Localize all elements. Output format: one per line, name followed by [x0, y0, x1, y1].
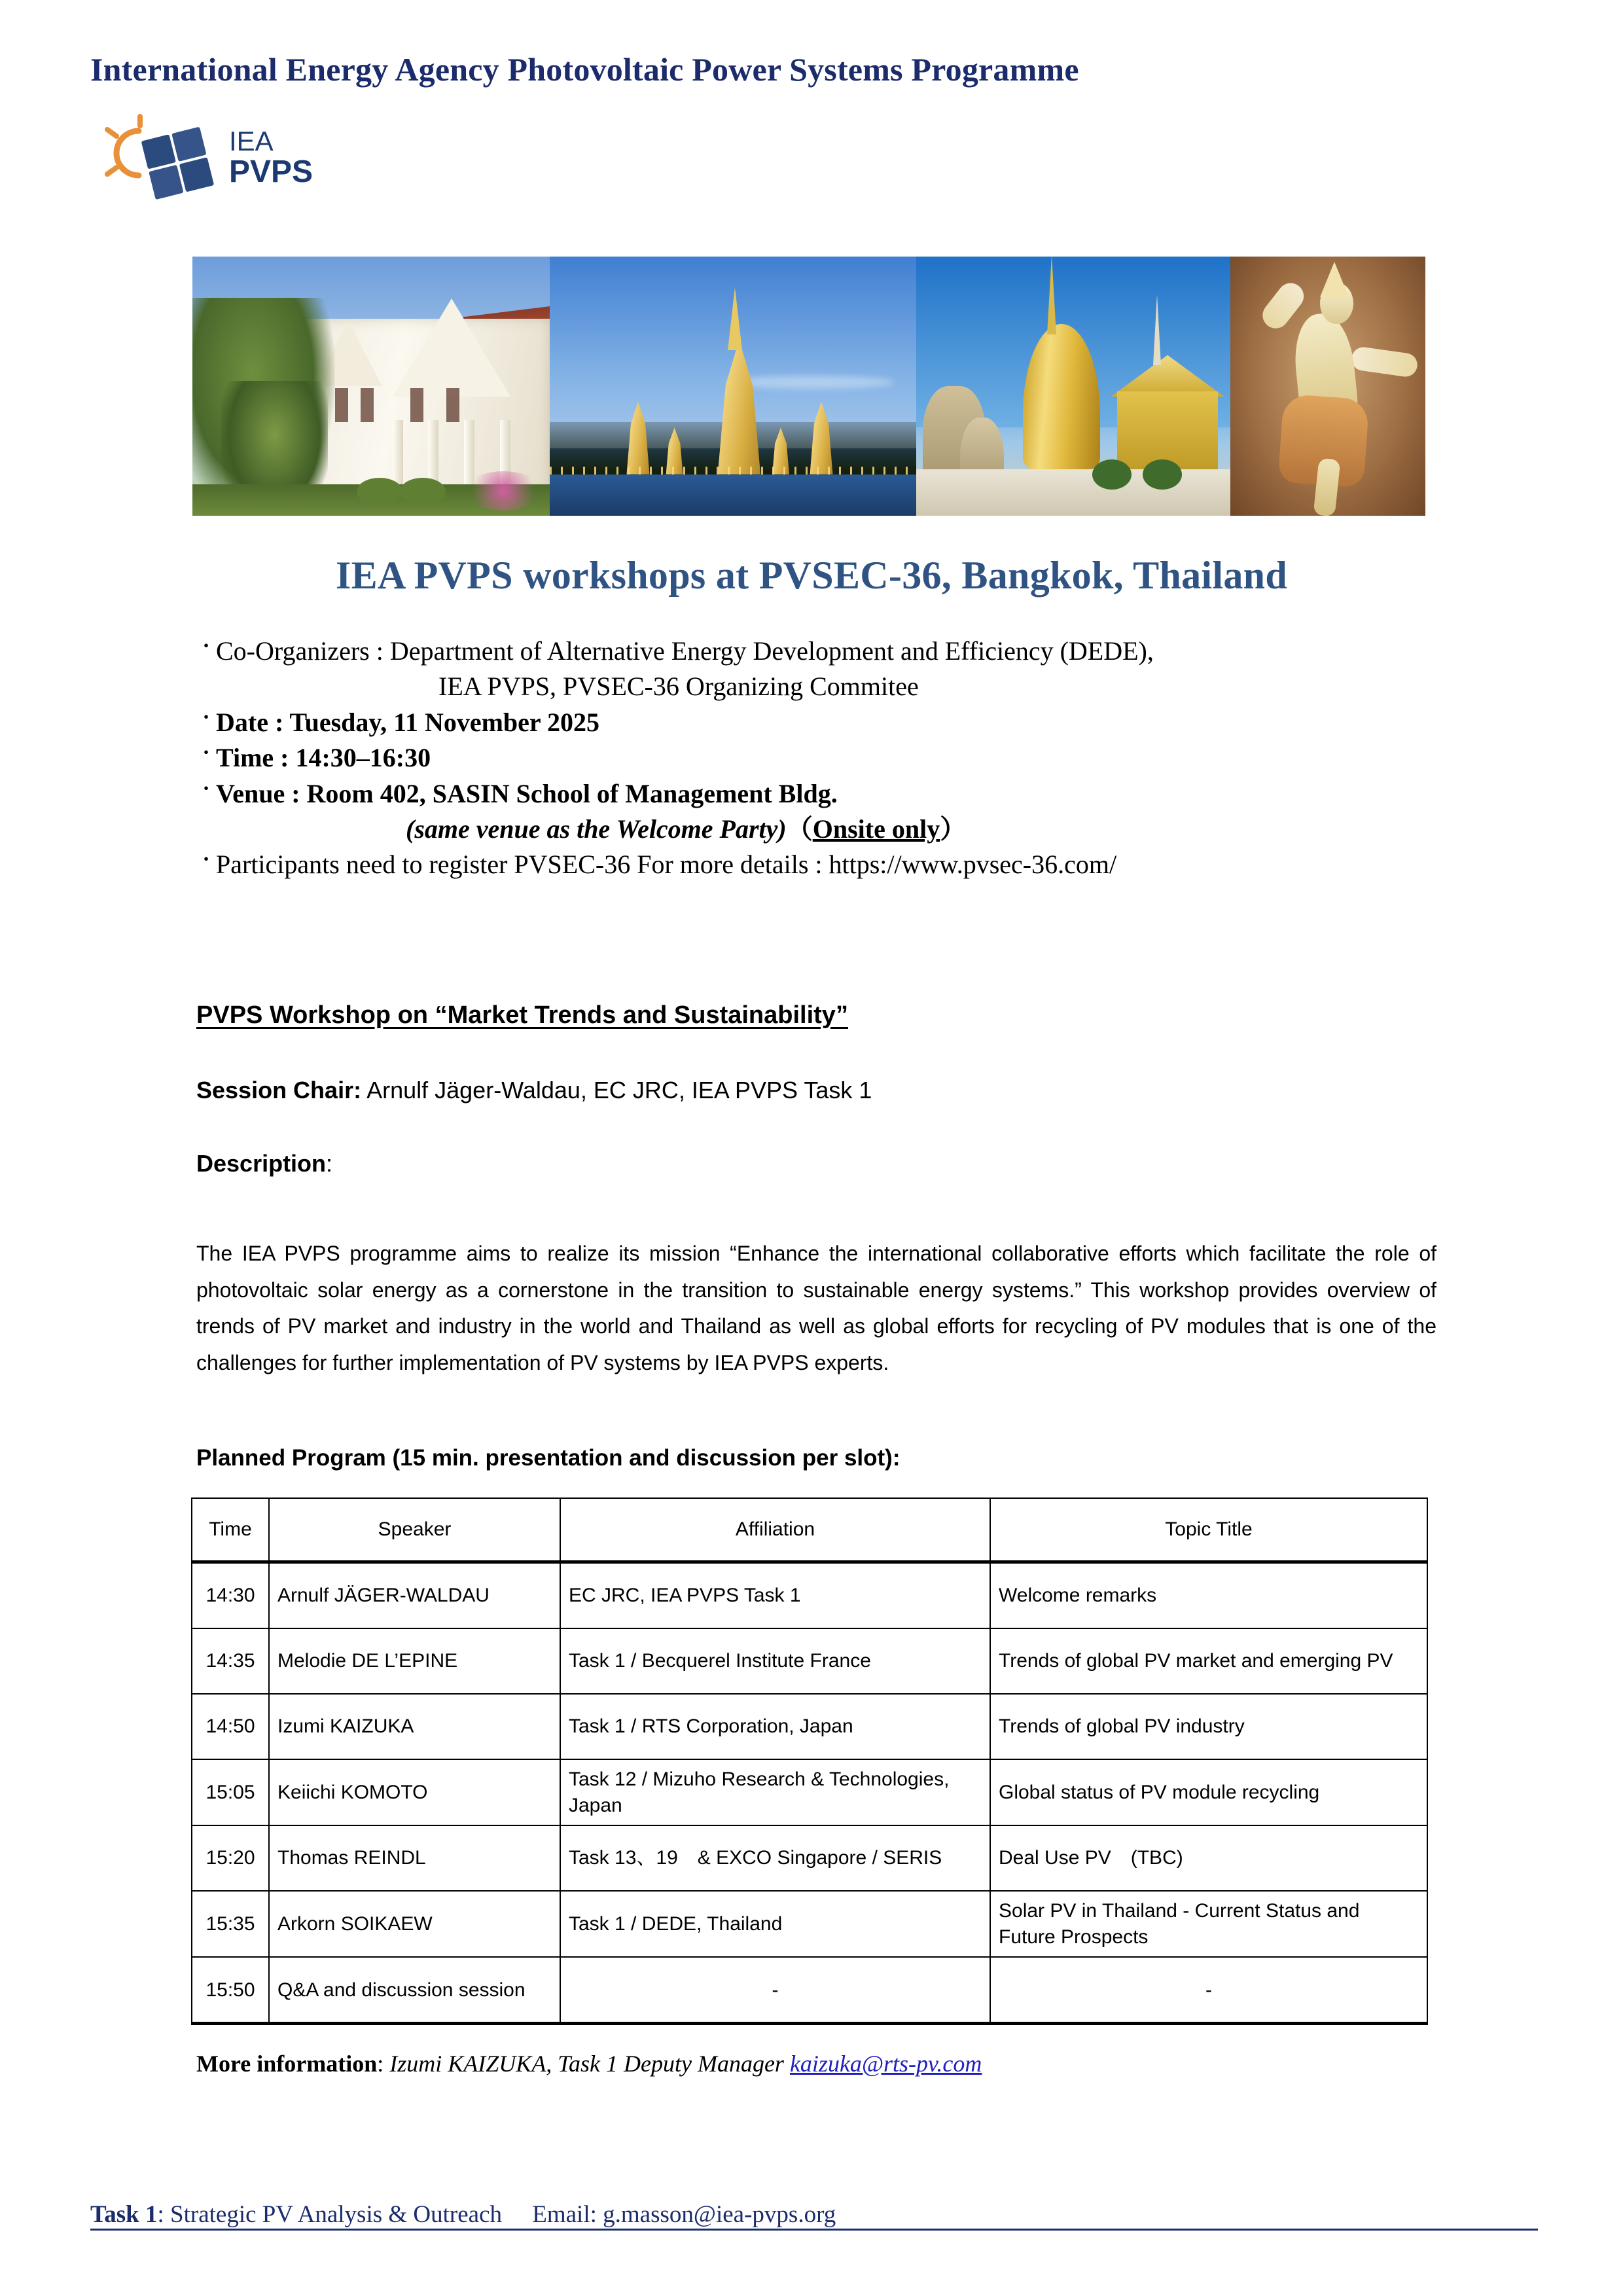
event-details [196, 634, 1440, 883]
cell-speaker: Q&A and discussion session [269, 1957, 560, 2024]
cell-affiliation: EC JRC, IEA PVPS Task 1 [560, 1562, 990, 1629]
venue-note-paren-close: ） [940, 814, 967, 844]
event-date-text: Date : Tuesday, 11 November 2025 [216, 707, 599, 737]
workshop-title: PVPS Workshop on “Market Trends and Sustainability” [196, 1001, 848, 1029]
wat-arun-photo [550, 257, 916, 516]
cell-time: 14:50 [192, 1694, 269, 1759]
sun-ray-upper-left-icon [107, 130, 116, 136]
table-row [192, 1957, 1427, 2024]
table-row [192, 1891, 1427, 1957]
session-chair-value: Arnulf Jäger-Waldau, EC JRC, IEA PVPS Task 1 [361, 1077, 872, 1103]
cell-speaker: Keiichi KOMOTO [269, 1759, 560, 1825]
session-chair [196, 1077, 872, 1104]
more-information-colon: : [377, 2051, 390, 2077]
column-header-affiliation: Affiliation [560, 1498, 990, 1562]
footer-task-rest: : Strategic PV Analysis & Outreach Email: g.masson@iea-pvps.org [157, 2201, 836, 2228]
footer-divider [90, 2229, 1538, 2231]
page-title: IEA PVPS workshops at PVSEC-36, Bangkok, Thailand [335, 554, 1288, 597]
email-link[interactable]: kaizuka@rts-pv.com [789, 2051, 982, 2077]
venue-note-onsite: Onsite only [812, 814, 940, 844]
programme-title: International Energy Agency Photovoltaic Power Systems Programme [90, 51, 1079, 88]
event-date [196, 705, 1440, 740]
cell-speaker: Thomas REINDL [269, 1825, 560, 1891]
venue-note-italic: (same venue as the Welcome Party) [406, 814, 787, 844]
bullet-icon: ・ [196, 743, 216, 765]
table-row [192, 1759, 1427, 1825]
sun-ray-lower-left-icon [107, 168, 116, 174]
footer-task-label: Task 1 [90, 2201, 158, 2228]
cell-topic: Global status of PV module recycling [990, 1759, 1427, 1825]
event-time-text: Time : 14:30–16:30 [216, 743, 431, 773]
event-participants-text: Participants need to register PVSEC-36 For more details : https://www.pvsec-36.com/ [216, 850, 1117, 880]
cell-affiliation: - [560, 1957, 990, 2024]
cell-topic: Deal Use PV (TBC) [990, 1825, 1427, 1891]
co-organizers-line2: IEA PVPS, PVSEC-36 Organizing Commitee [438, 672, 919, 702]
cell-topic: Welcome remarks [990, 1562, 1427, 1629]
cell-topic: Solar PV in Thailand - Current Status and Future Prospects [990, 1891, 1427, 1957]
program-heading: Planned Program (15 min. presentation and discussion per slot): [196, 1445, 901, 1471]
table-header-row [192, 1498, 1427, 1562]
co-organizers-label: Co-Organizers : [216, 636, 390, 666]
column-header-topic: Topic Title [990, 1498, 1427, 1562]
table-row [192, 1562, 1427, 1629]
description-label [196, 1150, 332, 1177]
document-header [90, 51, 1530, 89]
more-information-person: Izumi KAIZUKA, Task 1 Deputy Manager [389, 2051, 790, 2077]
cell-time: 15:20 [192, 1825, 269, 1891]
sasin-building-photo [192, 257, 550, 516]
venue-note [406, 812, 1440, 847]
bullet-icon: ・ [196, 707, 216, 729]
cell-affiliation: Task 1 / DEDE, Thailand [560, 1891, 990, 1957]
cell-affiliation: Task 12 / Mizuho Research & Technologies, Japan [560, 1759, 990, 1825]
cell-topic: Trends of global PV market and emerging PV [990, 1628, 1427, 1694]
column-header-speaker: Speaker [269, 1498, 560, 1562]
solar-panel-icon [141, 127, 215, 200]
cell-topic: - [990, 1957, 1427, 2024]
table-row [192, 1694, 1427, 1759]
event-co-organizers [196, 634, 1440, 669]
column-header-time: Time [192, 1498, 269, 1562]
more-information [196, 2050, 982, 2077]
description-colon: : [326, 1150, 333, 1177]
bullet-icon: ・ [196, 778, 216, 800]
event-time [196, 740, 1440, 776]
table-row [192, 1825, 1427, 1891]
co-organizers-text [216, 634, 1440, 669]
logo-svg [98, 113, 334, 201]
event-venue-text: Venue : Room 402, SASIN School of Management Bldg. [216, 778, 838, 808]
table-row [192, 1628, 1427, 1694]
cell-affiliation: Task 13、19 & EXCO Singapore / SERIS [560, 1825, 990, 1891]
cell-speaker: Izumi KAIZUKA [269, 1694, 560, 1759]
cell-speaker: Melodie DE L’EPINE [269, 1628, 560, 1694]
cell-time: 14:30 [192, 1562, 269, 1629]
banner-image-strip [192, 257, 1425, 516]
bullet-icon: ・ [196, 636, 216, 658]
cell-speaker: Arkorn SOIKAEW [269, 1891, 560, 1957]
bullet-icon: ・ [196, 850, 216, 872]
logo-iea-text: IEA [229, 126, 274, 156]
program-table [191, 1498, 1428, 2025]
description-label-text: Description [196, 1150, 327, 1177]
cell-affiliation: Task 1 / RTS Corporation, Japan [560, 1694, 990, 1759]
grand-palace-photo [916, 257, 1230, 516]
event-participants [196, 847, 1440, 882]
description-body: The IEA PVPS programme aims to realize its mission “Enhance the international collaborative efforts which facilitate the role of photovoltaic solar energy as a cornerstone in the transition to sustainable energy systems.” This workshop provides overview of trends of PV market and industry in the world and Thailand as well as global efforts for recycling of PV modules that is one of the challenges for further implementation of PV systems by IEA PVPS experts. [196, 1242, 1436, 1375]
session-chair-label: Session Chair: [196, 1077, 362, 1103]
cell-affiliation: Task 1 / Becquerel Institute France [560, 1628, 990, 1694]
cell-time: 15:05 [192, 1759, 269, 1825]
cell-topic: Trends of global PV industry [990, 1694, 1427, 1759]
co-organizers-line1: Department of Alternative Energy Development and Efficiency (DEDE), [389, 636, 1154, 666]
cell-time: 15:50 [192, 1957, 269, 2024]
cell-time: 15:35 [192, 1891, 269, 1957]
event-venue [196, 776, 1440, 812]
cell-speaker: Arnulf JÄGER-WALDAU [269, 1562, 560, 1629]
thai-dancer-photo [1230, 257, 1425, 516]
iea-pvps-logo [98, 113, 334, 201]
more-information-label: More information [196, 2051, 378, 2077]
cell-time: 14:35 [192, 1628, 269, 1694]
sun-arc-icon [116, 131, 139, 175]
venue-note-paren-open: （ [786, 814, 813, 844]
logo-pvps-text: PVPS [229, 154, 313, 189]
footer [90, 2194, 1537, 2229]
